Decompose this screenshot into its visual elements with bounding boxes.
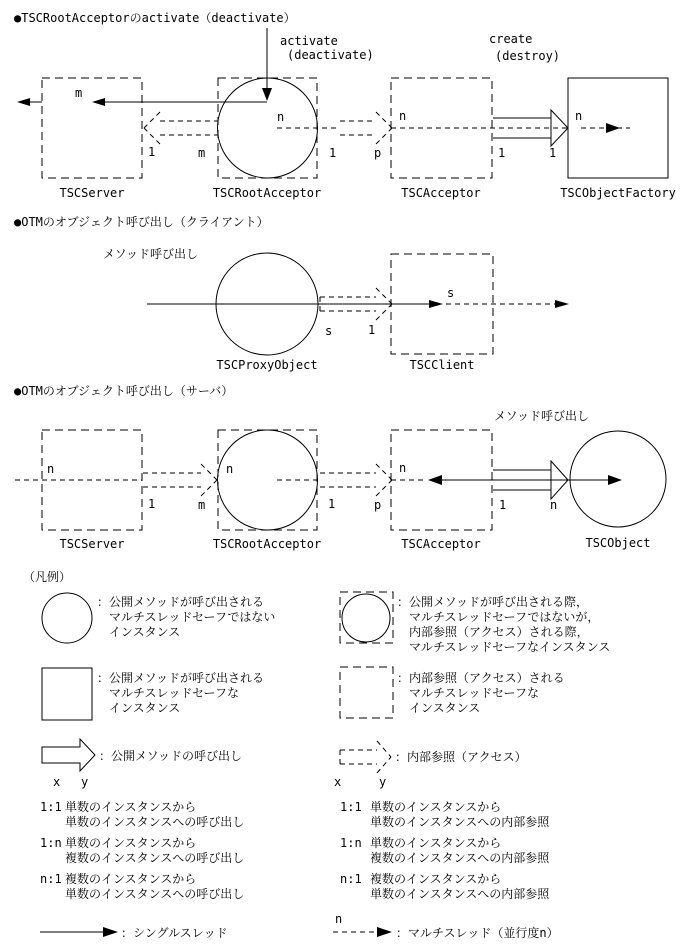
mult-head: n:1 (40, 872, 62, 886)
section3-heading: ●OTMのオブジェクト呼び出し（サーバ） (14, 384, 234, 398)
section-activate-deactivate (14, 11, 676, 200)
ref2-mult-p-s3: p (374, 498, 382, 512)
mult-line: 単数のインスタンスへの内部参照 (370, 815, 550, 829)
mult-line: 単数のインスタンスから (370, 836, 502, 850)
legend-r2l-line3: インスタンス (109, 701, 181, 715)
factory-mult-n: n (575, 109, 583, 123)
tscacceptor-label-s3: TSCAcceptor (401, 537, 481, 551)
legend-mult-left (40, 799, 244, 901)
exit-arrowhead (17, 98, 30, 106)
mult-line: 単数のインスタンスから (65, 836, 197, 850)
legend-r2r-line1: ：内部参照（アクセス）される (397, 671, 565, 685)
call-mult-n-s3: n (550, 498, 558, 512)
section1-heading: ●TSCRootAcceptorのactivate（deactivate） (14, 11, 296, 25)
tscrootacceptor-label-s3: TSCRootAcceptor (212, 537, 322, 551)
root-mult-1-s3: 1 (328, 497, 336, 511)
tscobject-label: TSCObject (585, 536, 651, 550)
legend-r1l-line2: マルチスレッドセーフではない (109, 610, 276, 624)
mult-head: n:1 (340, 872, 362, 886)
call-mult-1-s3: 1 (499, 498, 507, 512)
call-arrowhead-left-s3 (428, 475, 442, 485)
legend-r2r-line3: インスタンス (409, 701, 481, 715)
ref-right-mult-p: p (374, 146, 382, 160)
create-annotation-line1: create (489, 32, 533, 46)
ref1-mult-1-s3: 1 (148, 497, 156, 511)
acceptor-mult-n: n (399, 109, 407, 123)
mult-head: 1:1 (40, 800, 62, 814)
call-arrowhead-right-s3 (608, 475, 622, 485)
client-ref-mult-1: 1 (368, 323, 376, 337)
tscrootacceptor-circle-s3 (218, 430, 318, 530)
legend-circle-in-dashedbox (342, 594, 390, 642)
mult-line: 単数のインスタンスへの内部参照 (370, 887, 550, 901)
legend-r1l-line3: インスタンス (109, 625, 181, 639)
internal-ref-arrow-right (340, 112, 392, 144)
mult-line: 単数のインスタンスへの呼び出し (65, 887, 245, 901)
proxy-mult-s: s (325, 324, 333, 338)
legend-r3r-y: y (379, 775, 387, 789)
legend-r2l-line2: マルチスレッドセーフな (109, 686, 239, 700)
ref-left-mult-1: 1 (148, 145, 156, 159)
legend-r3l-y: y (81, 775, 89, 789)
acceptor-mult-1: 1 (498, 146, 506, 160)
rootacceptor-mult-1: 1 (329, 146, 337, 160)
create-mult-1: 1 (549, 146, 557, 160)
legend-square-symbol (42, 668, 92, 720)
mult-head: 1:n (40, 836, 62, 850)
mult-line: 単数のインスタンスから (65, 800, 197, 814)
legend-r3l-text: ：公開メソッドの呼び出し (99, 749, 243, 763)
tscrootacceptor-label: TSCRootAcceptor (212, 186, 322, 200)
legend-r3l-x: x (53, 775, 61, 789)
ref1-mult-m-s3: m (198, 498, 206, 512)
multi-thread-label: ：マルチスレッド（並行度n） (396, 926, 559, 940)
single-thread-arrowhead (103, 927, 118, 937)
tscacceptor-label: TSCAcceptor (401, 186, 481, 200)
mult-line: 複数のインスタンスから (65, 872, 197, 886)
single-thread-label: ：シングルスレッド (121, 926, 228, 940)
client-continue-arrowhead (555, 300, 569, 308)
activate-arrowhead (262, 88, 272, 101)
legend-r1l-line1: ：公開メソッドが呼び出される (97, 595, 265, 609)
internal-ref-arrow-2-s3 (320, 464, 392, 496)
legend-r2l-line1: ：公開メソッドが呼び出される (97, 671, 265, 685)
legend-r1r-line3: 内部参照（アクセス）される際， (409, 625, 589, 639)
section-otm-call-client (14, 214, 569, 372)
legend-r3r-text: ：内部参照（アクセス） (395, 750, 527, 764)
legend-r1r-line2: マルチスレッドセーフではないが， (409, 610, 600, 624)
legend-circle-dashedbox-symbol (340, 592, 393, 643)
legend-title: （凡例） (23, 570, 72, 584)
mult-head: 1:1 (340, 800, 362, 814)
legend-dashed-square-symbol (340, 667, 393, 718)
acceptor-mult-n-s3: n (399, 461, 407, 475)
method-call-label-server: メソッド呼び出し (494, 409, 590, 423)
method-call-label-client: メソッド呼び出し (103, 247, 199, 261)
tscserver-box (42, 78, 142, 178)
mult-line: 複数のインスタンスへの内部参照 (370, 851, 550, 865)
create-annotation-line2: (destroy) (495, 49, 561, 63)
legend-r1r-line1: ：公開メソッドが呼び出される際， (397, 595, 589, 609)
activate-annotation-line2: (deactivate) (287, 48, 374, 62)
tscproxyobject-label: TSCProxyObject (216, 358, 318, 372)
legend-mult-right (340, 799, 550, 901)
legend-hollow-arrow-symbol (42, 739, 95, 771)
method-call-arrowhead (429, 300, 443, 308)
activate-annotation-line1: activate (280, 34, 338, 48)
legend-circle-symbol (42, 593, 92, 643)
multi-thread-n: n (335, 912, 343, 926)
section-legend (23, 569, 610, 940)
section2-heading: ●OTMのオブジェクト呼び出し（クライアント） (14, 215, 269, 229)
mult-line: 複数のインスタンスへの呼び出し (65, 851, 245, 865)
tscclient-label: TSCClient (409, 358, 475, 372)
tscserver-label: TSCServer (59, 186, 125, 200)
server-mult-n-s3: n (47, 462, 55, 476)
legend-r2r-line2: マルチスレッドセーフな (409, 686, 539, 700)
ref-left-mult-m: m (198, 146, 206, 160)
tscrootacceptor-box-s3 (218, 430, 317, 530)
activate-call-arrowhead (92, 98, 105, 106)
legend-r3r-x: x (334, 775, 342, 789)
root-mult-n-s3: n (226, 462, 234, 476)
tscobjectfactory-label: TSCObjectFactory (560, 186, 676, 200)
factory-internal-ref-arrowhead (606, 123, 620, 133)
mult-line: 単数のインスタンスから (370, 800, 502, 814)
mult-line: 複数のインスタンスから (370, 872, 502, 886)
mult-head: 1:n (340, 836, 362, 850)
client-mult-s: s (447, 286, 455, 300)
internal-ref-arrow-left (144, 112, 218, 144)
legend-dashed-arrow-symbol (340, 741, 391, 773)
mult-line: 単数のインスタンスへの呼び出し (65, 815, 245, 829)
section-otm-call-server (14, 383, 666, 551)
rootacceptor-mult-n: n (277, 110, 285, 124)
internal-ref-arrow-1-s3 (143, 464, 217, 496)
legend-r1r-line4: マルチスレッドセーフなインスタンス (409, 640, 611, 654)
tscserver-mult-m: m (75, 86, 83, 100)
multi-thread-arrowhead (377, 927, 392, 937)
tscserver-label-s3: TSCServer (59, 537, 125, 551)
